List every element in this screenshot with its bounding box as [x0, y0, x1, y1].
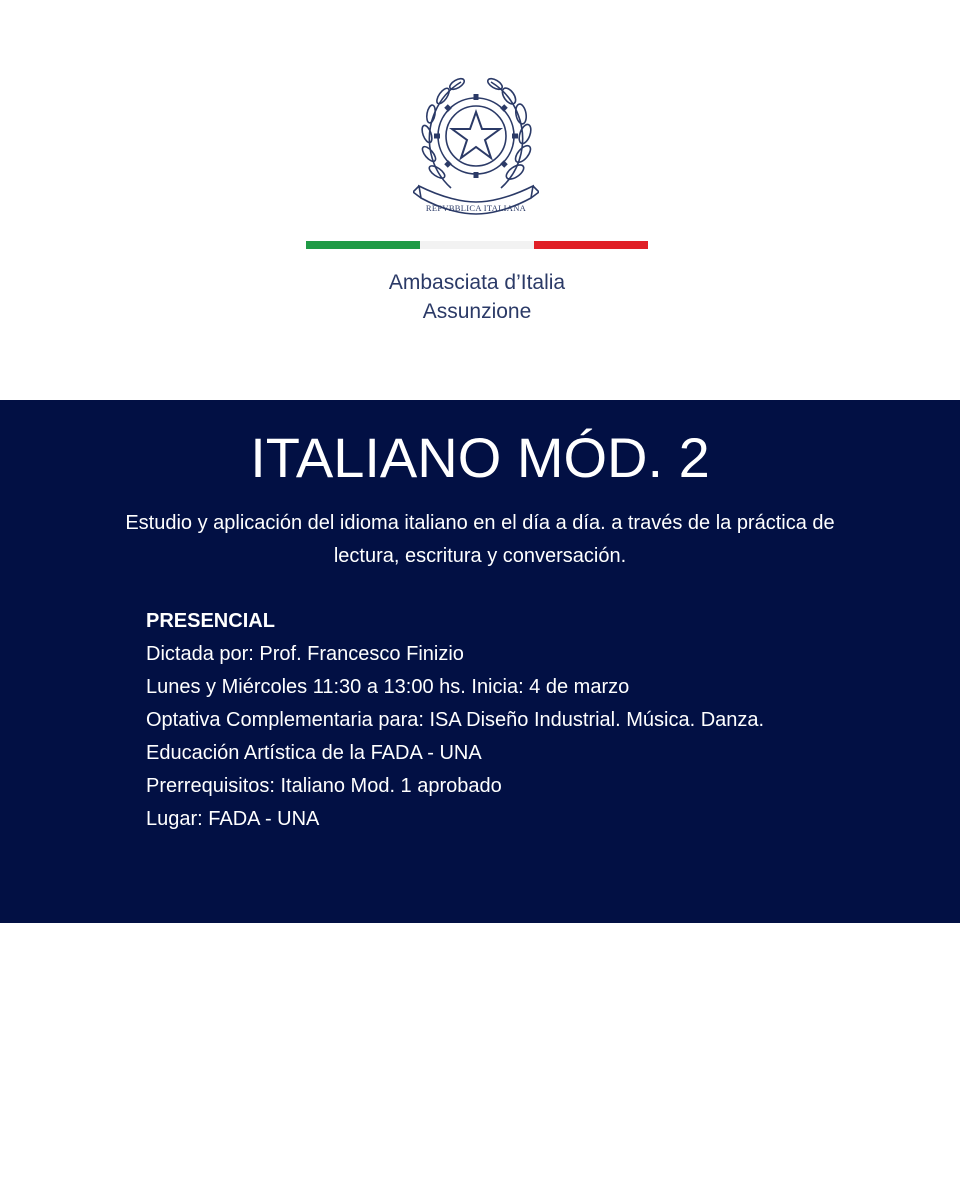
- course-mode: PRESENCIAL: [146, 610, 275, 632]
- course-detail-instructor: Dictada por: Prof. Francesco Finizio: [146, 643, 464, 665]
- course-detail-prerequisites: Prerrequisitos: Italiano Mod. 1 aprobado: [146, 775, 502, 797]
- embassy-name: [0, 268, 954, 326]
- embassy-name-line-1: Ambasciata d’Italia: [388, 271, 566, 294]
- flag-green-stripe: [306, 241, 420, 249]
- course-detail-elective: Optativa Complementaria para: ISA Diseño Industrial. Música. Danza.: [146, 709, 765, 731]
- flag-red-stripe: [534, 241, 648, 249]
- embassy-name-line-2: Assunzione: [422, 300, 532, 323]
- course-title: ITALIANO MÓD. 2: [250, 426, 710, 489]
- tricolor-stripe: [306, 241, 648, 249]
- course-detail-location: Lugar: FADA - UNA: [146, 808, 320, 830]
- flag-white-stripe: [420, 241, 534, 249]
- course-description: Estudio y aplicación del idioma italiano en el día a día. a través de la práctica de lectura, escritura y conversación.: [125, 512, 835, 567]
- course-detail-schedule: Lunes y Miércoles 11:30 a 13:00 hs. Inicia: 4 de marzo: [146, 676, 630, 698]
- course-detail-elective-continued: Educación Artística de la FADA - UNA: [146, 742, 482, 764]
- course-details: [146, 605, 906, 836]
- svg-text:REPVBBLICA ITALIANA: REPVBBLICA ITALIANA: [425, 203, 527, 213]
- italian-republic-emblem-icon: [413, 70, 539, 220]
